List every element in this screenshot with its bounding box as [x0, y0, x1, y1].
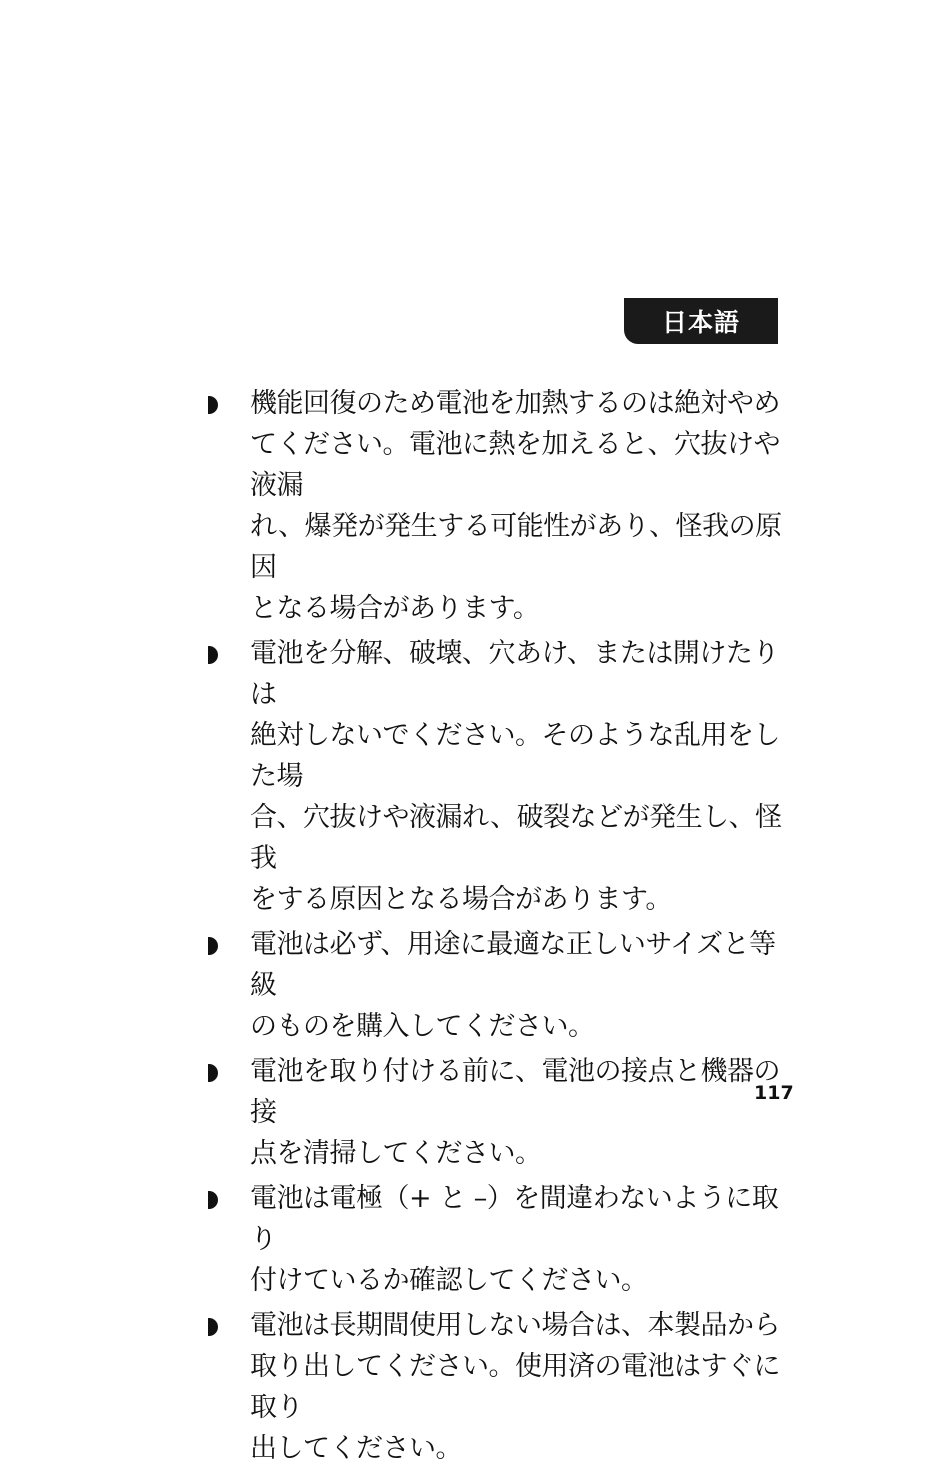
- bullet-icon: [208, 646, 218, 664]
- language-tab: [624, 298, 778, 344]
- list-item-text: 電池は必ず、用途に最適な正しいサイズと等級 のものを購入してください。: [250, 929, 776, 1042]
- list-item-text: 電池を分解、破壊、穴あけ、または開けたりは 絶対しないでください。そのような乱用をした場 合、穴抜けや液漏れ、破裂などが発生し、怪我 をする原因となる場合があります。: [250, 638, 782, 915]
- list-item: [208, 1051, 788, 1174]
- bullet-icon: [208, 1191, 218, 1209]
- list-item: [208, 1305, 788, 1469]
- bullet-icon: [208, 937, 218, 955]
- bullet-icon: [208, 396, 218, 414]
- list-item-text: 電池は電極（+ と –）を間違わないように取り 付けているか確認してください。: [250, 1183, 779, 1296]
- list-item: [208, 1178, 788, 1301]
- precautions-list: [208, 383, 788, 1473]
- list-item-text: 機能回復のため電池を加熱するのは絶対やめ てください。電池に熱を加えると、穴抜けや液漏 れ、爆発が発生する可能性があり、怪我の原因 となる場合があります。: [250, 388, 782, 624]
- list-item: [208, 924, 788, 1047]
- bullet-icon: [208, 1064, 218, 1082]
- list-item-text: 電池を取り付ける前に、電池の接点と機器の接 点を清掃してください。: [250, 1056, 780, 1169]
- list-item: [208, 633, 788, 920]
- page-number: 117: [754, 1082, 794, 1104]
- bullet-icon: [208, 1318, 218, 1336]
- list-item-text: 電池は長期間使用しない場合は、本製品から 取り出してください。使用済の電池はすぐに取り 出してください。: [250, 1310, 780, 1464]
- language-tab-label: 日本語: [661, 308, 740, 337]
- list-item: [208, 383, 788, 629]
